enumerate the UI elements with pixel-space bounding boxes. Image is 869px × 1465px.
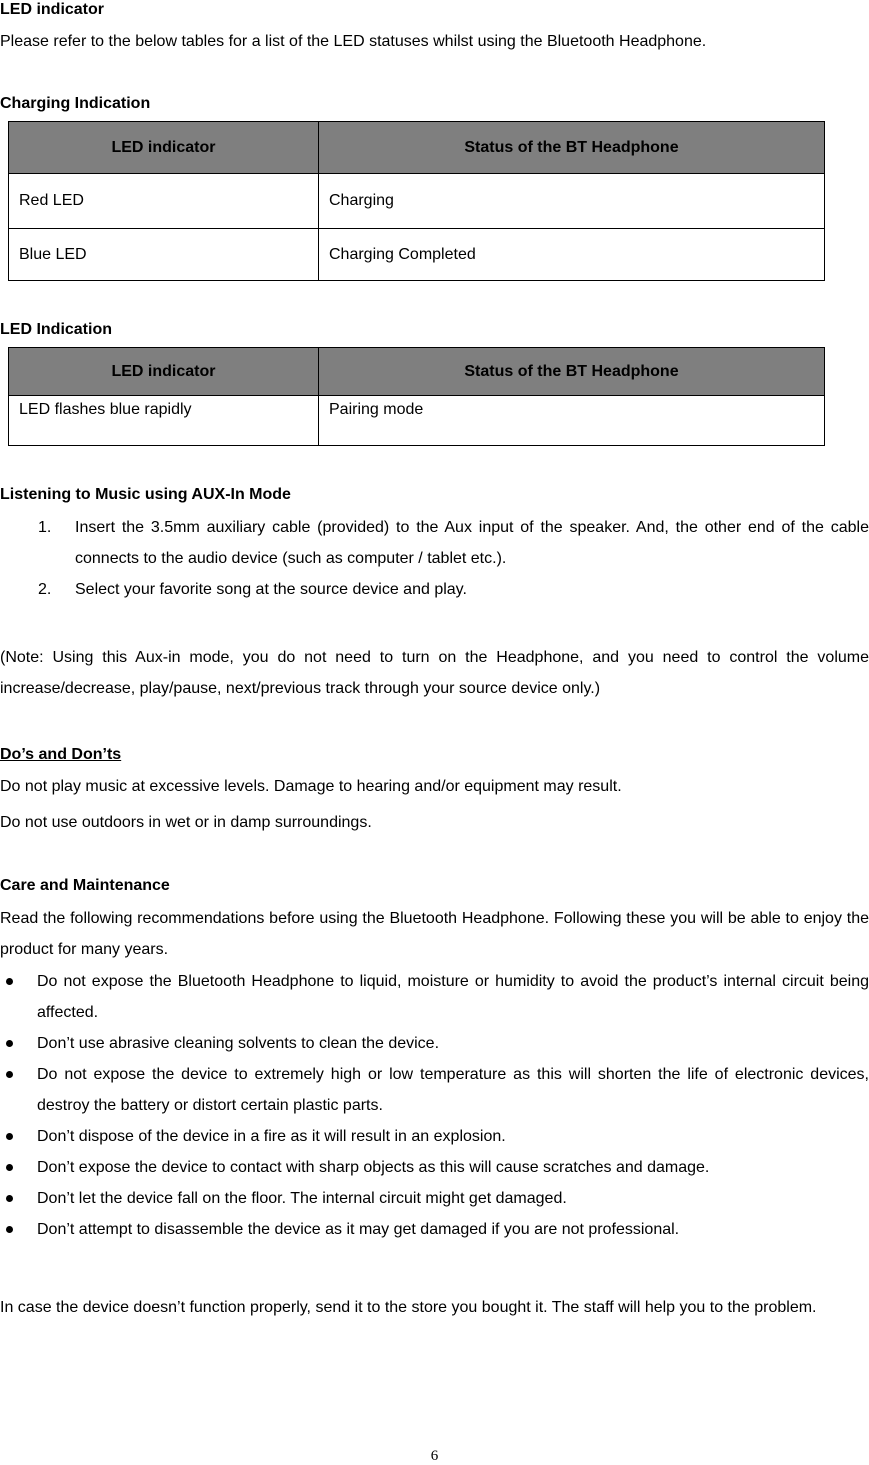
- led-indication-heading: LED Indication: [0, 321, 112, 338]
- led-indication-table: [8, 347, 825, 446]
- table-row: [9, 396, 825, 446]
- table-cell: Pairing mode: [319, 396, 825, 446]
- list-text: Don’t attempt to disassemble the device as it may get damaged if you are not professional.: [37, 1221, 680, 1238]
- table-row: [9, 229, 825, 281]
- led-indicator-intro: Please refer to the below tables for a list of the LED statuses whilst using the Bluetooth Headphone.: [0, 33, 707, 50]
- care-heading: Care and Maintenance: [0, 877, 170, 894]
- care-intro: Read the following recommendations before using the Bluetooth Headphone. Following these you will be able to enjoy the product for many years.: [0, 910, 869, 958]
- dos-line: Do not play music at excessive levels. Damage to hearing and/or equipment may result.: [0, 778, 622, 795]
- table-header-status: Status of the BT Headphone: [319, 348, 825, 396]
- list-text: Insert the 3.5mm auxiliary cable (provided) to the Aux input of the speaker. And, the other end of the cable connects to the audio device (such as computer / tablet etc.).: [75, 519, 869, 567]
- table-header-led: LED indicator: [9, 348, 319, 396]
- care-bullets: [0, 966, 869, 1245]
- bullet-icon: [6, 1133, 13, 1140]
- table-cell: Charging: [319, 174, 825, 229]
- list-item: [0, 966, 869, 1028]
- bullet-icon: [6, 1226, 13, 1233]
- aux-steps-list: [0, 512, 869, 605]
- table-header-status: Status of the BT Headphone: [319, 122, 825, 174]
- bullet-icon: [6, 978, 13, 985]
- list-item: [0, 1028, 869, 1059]
- bullet-icon: [6, 1071, 13, 1078]
- table-row: [9, 174, 825, 229]
- table-cell: LED flashes blue rapidly: [9, 396, 319, 446]
- page-number: 6: [430, 1448, 439, 1464]
- list-item: [0, 1059, 869, 1121]
- table-header-row: [9, 348, 825, 396]
- list-text: Select your favorite song at the source device and play.: [75, 581, 467, 598]
- list-text: Don’t use abrasive cleaning solvents to clean the device.: [37, 1035, 440, 1052]
- list-item: [0, 1121, 869, 1152]
- list-number: 1.: [38, 519, 52, 536]
- charging-indication-heading: Charging Indication: [0, 95, 151, 112]
- aux-mode-heading: Listening to Music using AUX-In Mode: [0, 486, 291, 503]
- led-indicator-heading: LED indicator: [0, 1, 105, 18]
- table-header-led: LED indicator: [9, 122, 319, 174]
- care-closing: In case the device doesn’t function properly, send it to the store you bought it. The staff will help you to the problem.: [0, 1299, 817, 1316]
- bullet-icon: [6, 1195, 13, 1202]
- dos-donts-heading: Do’s and Don’ts: [0, 746, 122, 763]
- table-cell: Charging Completed: [319, 229, 825, 281]
- list-text: Do not expose the device to extremely high or low temperature as this will shorten the life of electronic devices, destroy the battery or distort certain plastic parts.: [37, 1066, 869, 1114]
- charging-indication-table: [8, 121, 825, 281]
- aux-note: (Note: Using this Aux-in mode, you do not need to turn on the Headphone, and you need to control the volume increase/decrease, play/pause, next/previous track through your source device only.): [0, 649, 869, 697]
- list-text: Don’t let the device fall on the floor. The internal circuit might get damaged.: [37, 1190, 567, 1207]
- list-number: 2.: [38, 581, 52, 598]
- list-text: Don’t dispose of the device in a fire as it will result in an explosion.: [37, 1128, 506, 1145]
- list-text: Don’t expose the device to contact with sharp objects as this will cause scratches and damage.: [37, 1159, 710, 1176]
- list-item: [0, 1183, 869, 1214]
- list-item: [0, 512, 869, 574]
- bullet-icon: [6, 1164, 13, 1171]
- list-item: [0, 574, 869, 605]
- table-cell: Blue LED: [9, 229, 319, 281]
- list-text: Do not expose the Bluetooth Headphone to liquid, moisture or humidity to avoid the product’s internal circuit being affected.: [37, 973, 869, 1021]
- bullet-icon: [6, 1040, 13, 1047]
- dos-line: Do not use outdoors in wet or in damp surroundings.: [0, 814, 372, 831]
- list-item: [0, 1152, 869, 1183]
- table-cell: Red LED: [9, 174, 319, 229]
- table-header-row: [9, 122, 825, 174]
- list-item: [0, 1214, 869, 1245]
